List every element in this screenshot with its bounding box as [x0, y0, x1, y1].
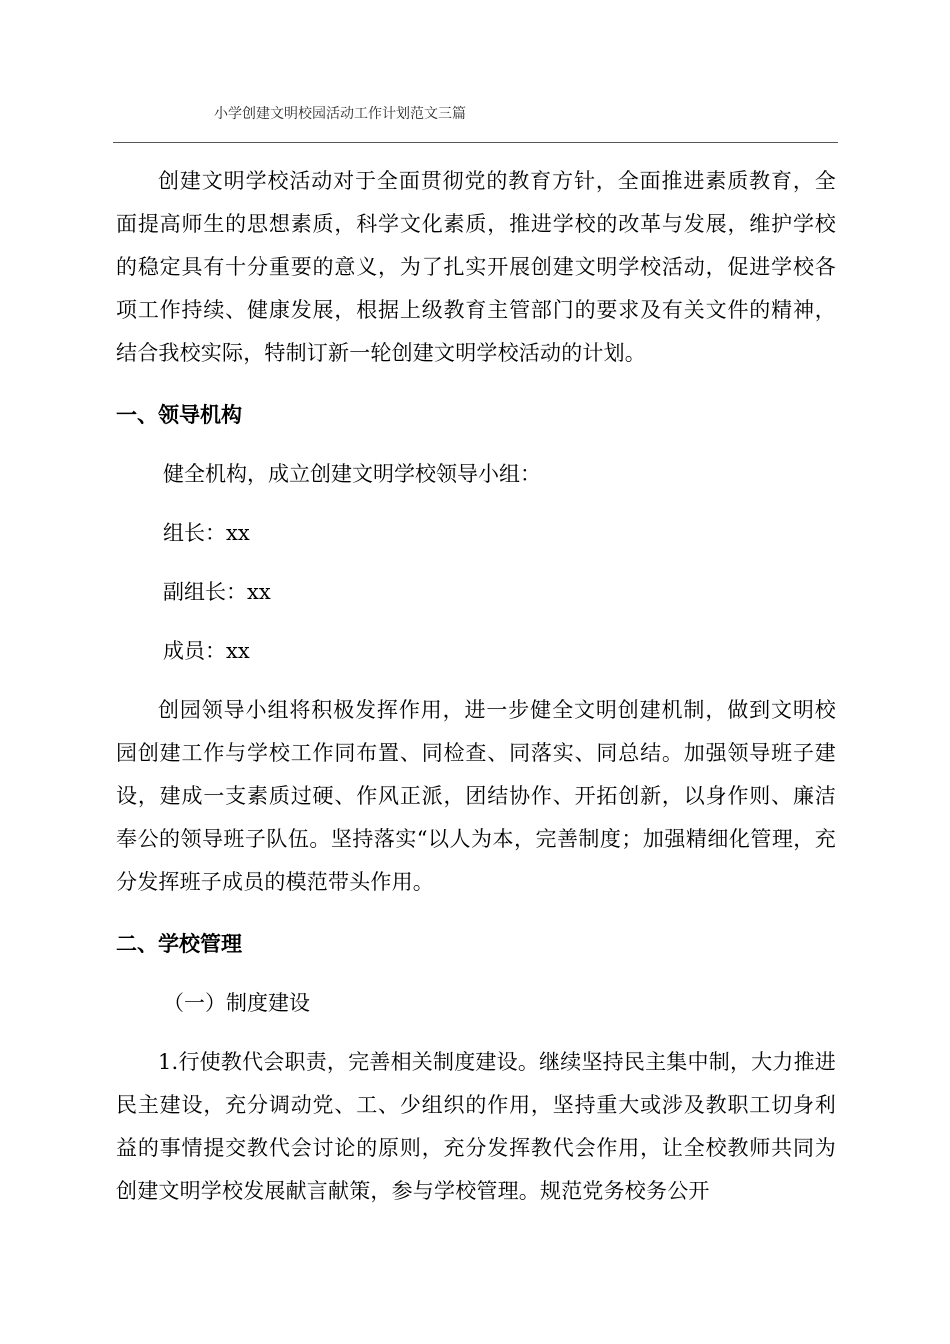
spacer: [116, 555, 836, 571]
spacer: [116, 496, 836, 512]
deputy-leader-line: 副组长：xx: [163, 580, 271, 604]
document-body: [116, 160, 836, 1213]
intro-paragraph: 创建文明学校活动对于全面贯彻党的教育方针，全面推进素质教育，全面提高师生的思想素质，科学文化素质，推进学校的改革与发展，维护学校的稳定具有十分重要的意义，为了扎实开展创建文明学校活动，促进学校各项工作持续、健康发展，根据上级教育主管部门的要求及有关文件的精神，结合我校实际，特制订新一轮创建文明学校活动的计划。: [116, 169, 836, 365]
spacer: [116, 966, 836, 982]
leadership-setup-line: 健全机构，成立创建文明学校领导小组：: [163, 462, 541, 486]
spacer: [116, 904, 836, 923]
section-heading-leadership: 一、领导机构: [116, 403, 242, 427]
spacer: [116, 673, 836, 689]
document-header-title: 小学创建文明校园活动工作计划范文三篇: [214, 106, 466, 122]
leadership-paragraph: 创园领导小组将积极发挥作用，进一步健全文明创建机制，做到文明校园创建工作与学校工作同布置、同检查、同落实、同总结。加强领导班子建设，建成一支素质过硬、作风正派，团结协作、开拓创新，以身作则、廉洁奉公的领导班子队伍。坚持落实“以人为本，完善制度；加强精细化管理，充分发挥班子成员的模范带头作用。: [116, 698, 836, 894]
leader-line: 组长：xx: [163, 521, 250, 545]
subheading-system-building: （一）制度建设: [163, 991, 310, 1015]
spacer: [116, 1025, 836, 1041]
item-1-paragraph: 1.行使教代会职责，完善相关制度建设。继续坚持民主集中制，大力推进民主建设，充分调动党、工、少组织的作用，坚持重大或涉及教职工切身利益的事情提交教代会讨论的原则，充分发挥教代会作用，让全校教师共同为创建文明学校发展献言献策，参与学校管理。规范党务校务公开: [116, 1050, 836, 1203]
spacer: [116, 375, 836, 394]
header-divider: [113, 142, 838, 143]
section-heading-management: 二、学校管理: [116, 932, 242, 956]
spacer: [116, 614, 836, 630]
spacer: [116, 437, 836, 453]
members-line: 成员：xx: [163, 639, 250, 663]
